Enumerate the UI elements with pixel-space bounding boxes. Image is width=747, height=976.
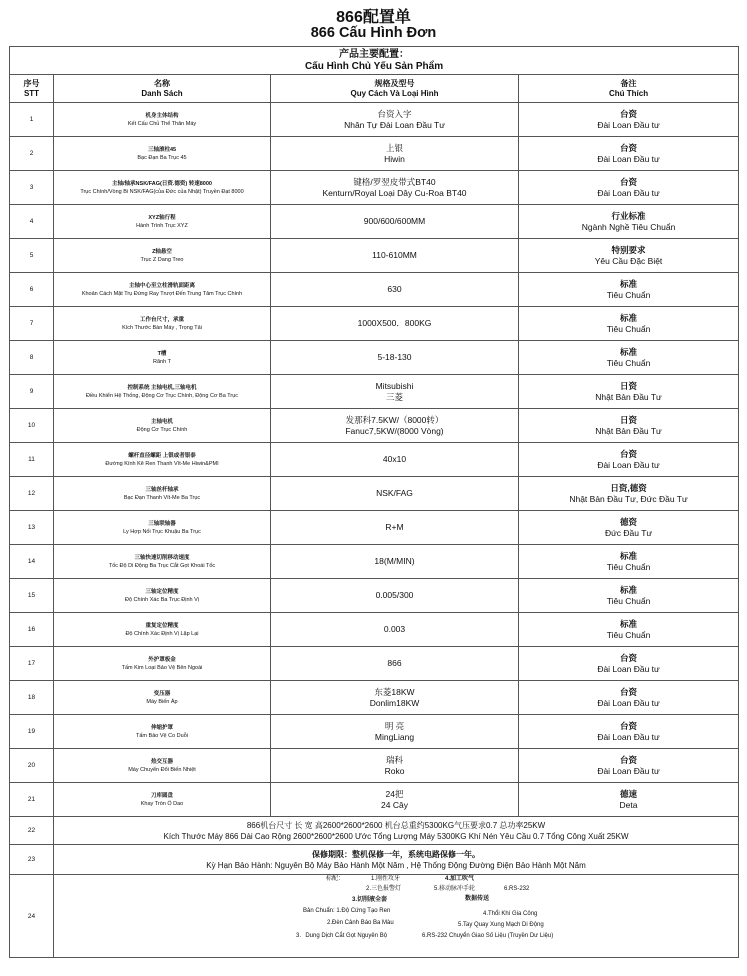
row-spec-cn: 0.003 [383, 624, 406, 634]
row-spec-cn: 24把 [385, 788, 404, 799]
row-name-cn: 三轴联轴器 [148, 520, 176, 527]
table-row [10, 715, 739, 749]
row-name-cn: 刀库圆盘 [150, 792, 173, 799]
row-spec [271, 239, 519, 273]
row-note-cn: 台资 [620, 108, 638, 119]
table-row [10, 273, 739, 307]
row-stt: 9 [10, 375, 54, 409]
row-stt: 5 [10, 239, 54, 273]
row-spec [271, 579, 519, 613]
row-spec [271, 647, 519, 681]
row-spec-cn: 110-610MM [372, 250, 417, 260]
row-stt: 19 [10, 715, 54, 749]
row-note-cn: 台资 [620, 176, 638, 187]
row-spec-vn: Fanuc7,5KW/(8000 Vòng) [345, 425, 444, 436]
config-table [9, 46, 739, 958]
row-spec [271, 783, 519, 817]
row-name [54, 171, 271, 205]
row-name-vn: Tấm Kim Loại Bảo Vệ Bên Ngoài [121, 664, 203, 671]
row-stt: 3 [10, 171, 54, 205]
row-note-vn: Đài Loan Đầu tư [597, 731, 660, 742]
table-row [10, 375, 739, 409]
table-row [10, 681, 739, 715]
row-name-vn: Tấm Bảo Vệ Co Duỗi [136, 732, 188, 739]
row-name-vn: Độ Chính Xác Định Vị Lặp Lại [125, 630, 199, 637]
row-name [54, 647, 271, 681]
std-item-3-cn: 3.切削液全套 [352, 897, 388, 903]
row-spec [271, 103, 519, 137]
row-note [519, 273, 739, 307]
row-spec [271, 341, 519, 375]
row-note-cn: 标准 [620, 346, 638, 357]
row-spec [271, 477, 519, 511]
row-name [54, 341, 271, 375]
row-spec-vn: Nhân Tự Đài Loan Đầu Tư [344, 119, 445, 130]
row-name-vn: Kết Cấu Chủ Thể Thân Máy [127, 120, 197, 127]
row-stt: 16 [10, 613, 54, 647]
row-note [519, 477, 739, 511]
table-row [10, 409, 739, 443]
col-header-name [54, 75, 271, 103]
row-note-cn: 台资 [620, 686, 638, 697]
row-stt: 20 [10, 749, 54, 783]
std-item-6-desc-cn: 数据传送 [465, 896, 490, 902]
row-note [519, 205, 739, 239]
row-stt: 14 [10, 545, 54, 579]
table-row [10, 545, 739, 579]
table-row [10, 341, 739, 375]
row-note-vn: Đài Loan Đầu tư [597, 765, 660, 776]
row-spec-cn: R+M [385, 522, 404, 532]
row-stt: 6 [10, 273, 54, 307]
std-item-6-cn: 6.RS-232 [504, 886, 530, 892]
row-name-cn: 主轴中心至立柱滑轨面距离 [128, 282, 195, 289]
row-name [54, 715, 271, 749]
row-name-vn: Độ Chính Xác Ba Trục Định Vị [125, 596, 199, 603]
table-row [10, 103, 739, 137]
row-name-vn: Bạc Đạn Thanh Vít-Me Ba Trục [123, 494, 201, 501]
row-name-vn: Khay Tròn Ổ Dao [140, 800, 184, 807]
row-name-vn: Bạc Đạn Ba Trục 45 [137, 154, 187, 161]
row-spec-cn: 5-18-130 [377, 352, 412, 362]
row-spec-vn: Kenturn/Royal Loại Dây Cu-Roa BT40 [322, 187, 467, 198]
row-stt: 15 [10, 579, 54, 613]
row-name [54, 681, 271, 715]
row-spec [271, 409, 519, 443]
row-name [54, 783, 271, 817]
row-name [54, 409, 271, 443]
row-spec-cn: 明 亮 [384, 720, 405, 731]
row-note-vn: Deta [619, 799, 638, 810]
row-stt: 23 [10, 845, 54, 875]
row-name-cn: 主轴电机 [150, 418, 173, 425]
row-note-vn: Đài Loan Đầu tư [597, 459, 660, 470]
row-note-vn: Tiêu Chuẩn [606, 629, 651, 640]
row-spec-cn: 900/600/600MM [363, 216, 426, 226]
table-row [10, 749, 739, 783]
table-row [10, 443, 739, 477]
row-spec-cn: 1000X500．800KG [357, 318, 432, 328]
std-item-2-vn: 2.Đèn Cảnh Báo Ba Màu [327, 920, 394, 926]
row-spec-cn: Mitsubishi [375, 380, 414, 391]
row-spec-vn: Hiwin [384, 153, 405, 164]
table-row [10, 783, 739, 817]
row-name-cn: 伸缩护罩 [150, 724, 173, 731]
row-stt: 4 [10, 205, 54, 239]
row-note-cn: 标准 [620, 584, 638, 595]
std-label-vn: Bản Chuẩn: 1.Độ Cứng Tạo Ren [303, 908, 391, 914]
std-label-cn: 标配： [326, 876, 345, 882]
row-spec [271, 613, 519, 647]
row-spec-vn: MingLiang [374, 731, 415, 742]
row-note [519, 545, 739, 579]
row-stt: 13 [10, 511, 54, 545]
row-name-vn: Ly Hợp Nối Trục Khuậu Ba Trục [123, 528, 201, 535]
std-item-4-vn: 4.Thổi Khí Gia Công [483, 911, 538, 917]
std-item-6-vn: 6.RS-232 Chuyển Giao Số Liệu (Truyền Dư Liệu) [422, 933, 554, 939]
row-note [519, 579, 739, 613]
row-spec-vn: Roko [384, 765, 405, 776]
row-stt: 10 [10, 409, 54, 443]
row-note-cn: 台资 [620, 754, 638, 765]
row-note-cn: 台资 [620, 720, 638, 731]
row-spec [271, 749, 519, 783]
row-name-vn: Khoản Cách Mặt Trụ Đứng Ray Trượt Đến Trung Tâm Trục Chính [81, 290, 243, 297]
row-note [519, 647, 739, 681]
main-header-cell [10, 47, 739, 75]
row-name-cn: T槽 [157, 350, 167, 357]
row-spec [271, 137, 519, 171]
row-stt: 2 [10, 137, 54, 171]
row-name-cn: 三轴丝杆轴承 [145, 486, 179, 493]
col-header-name-vn: Danh Sách [141, 88, 183, 98]
row-spec [271, 307, 519, 341]
row-name-vn: Đường Kính Kẽ Ren Thanh Vít-Me Hiwin&PMI [105, 460, 219, 467]
row-note [519, 307, 739, 341]
row-name-cn: 工作台尺寸，承重 [139, 316, 184, 323]
row-note-cn: 特别要求 [611, 244, 646, 255]
row-name-cn: XYZ轴行程 [148, 214, 176, 221]
row-name-vn: Động Cơ Trục Chính [136, 426, 188, 433]
row-note-cn: 日资 [620, 414, 638, 425]
col-header-stt [10, 75, 54, 103]
table-row [10, 137, 739, 171]
row-stt: 18 [10, 681, 54, 715]
warranty-vn: Kỳ Hạn Bảo Hành: Nguyên Bộ Máy Bảo Hành Một Năm , Hệ Thống Động Đường Điện Bảo Hành Một Năm [206, 860, 586, 870]
table-row [10, 307, 739, 341]
table-row [10, 579, 739, 613]
row-note-cn: 标准 [620, 278, 638, 289]
row-spec-cn: 台资入字 [377, 108, 412, 119]
row-spec [271, 273, 519, 307]
row-name-cn: 重复定位精度 [145, 622, 179, 629]
row-note [519, 681, 739, 715]
row-name-cn: 热交互器 [150, 758, 173, 765]
row-note [519, 137, 739, 171]
row-name [54, 749, 271, 783]
col-header-note-cn: 备注 [620, 78, 637, 88]
row-note-vn: Tiêu Chuẩn [606, 289, 651, 300]
row-note-cn: 标准 [620, 312, 638, 323]
row-name [54, 307, 271, 341]
row-note [519, 443, 739, 477]
table-row-standard-equipment [10, 875, 739, 958]
row-spec [271, 681, 519, 715]
row-name [54, 511, 271, 545]
row-note-vn: Nhật Bản Đầu Tư [595, 391, 662, 402]
row-spec [271, 511, 519, 545]
row-spec-cn: NSK/FAG [376, 488, 413, 498]
row-name-cn: 外护罩板金 [148, 656, 176, 663]
row-spec [271, 545, 519, 579]
table-row [10, 647, 739, 681]
row-stt: 7 [10, 307, 54, 341]
standard-equipment-cell [54, 875, 739, 958]
row-name-vn: Điều Khiển Hệ Thống, Động Cơ Trục Chính, Động Cơ Ba Trục [85, 392, 239, 399]
row-note-cn: 台资 [620, 652, 638, 663]
row-spec-cn: 866 [387, 658, 402, 668]
table-row-summary [10, 817, 739, 845]
row-name [54, 375, 271, 409]
row-note [519, 341, 739, 375]
col-header-name-cn: 名称 [154, 78, 170, 88]
row-spec-cn: 上银 [385, 142, 403, 153]
row-spec-cn: 东菱18KW [374, 686, 415, 697]
row-name [54, 205, 271, 239]
row-spec-cn: 40x10 [382, 454, 407, 464]
row-name [54, 545, 271, 579]
table-row [10, 477, 739, 511]
col-header-spec [271, 75, 519, 103]
row-note-cn: 行业标准 [611, 210, 646, 221]
row-note [519, 783, 739, 817]
row-note-vn: Đài Loan Đầu tư [597, 119, 660, 130]
std-item-5-vn: 5.Tay Quay Xung Mạch Di Động [458, 922, 544, 928]
row-stt: 17 [10, 647, 54, 681]
row-note-vn: Tiêu Chuẩn [606, 357, 651, 368]
table-row [10, 511, 739, 545]
table-row [10, 171, 739, 205]
row-name [54, 477, 271, 511]
std-item-4-cn: 4.加工吹气 [445, 876, 475, 882]
row-note [519, 375, 739, 409]
row-note-cn: 日资 [620, 380, 638, 391]
row-spec [271, 443, 519, 477]
row-spec-cn: 键格/罗翌皮带式BT40 [353, 176, 436, 187]
row-note-vn: Ngành Nghề Tiêu Chuẩn [581, 221, 676, 232]
row-stt: 12 [10, 477, 54, 511]
row-spec-vn: 三菱 [385, 391, 403, 402]
row-note-cn: 德速 [620, 788, 638, 799]
warranty-cell [54, 845, 739, 875]
row-note-vn: Yêu Cầu Đặc Biệt [594, 255, 663, 266]
row-note-cn: 德资 [620, 516, 638, 527]
row-name [54, 273, 271, 307]
row-name-cn: 三轴滚柱45 [147, 146, 177, 153]
document-title-cn: 866配置单 [336, 9, 411, 26]
row-name-vn: Hành Trình Trục XYZ [136, 222, 188, 229]
col-header-spec-vn: Quy Cách Và Loại Hình [350, 88, 439, 98]
row-spec [271, 205, 519, 239]
row-note-cn: 标准 [620, 618, 638, 629]
table-row [10, 613, 739, 647]
row-note [519, 511, 739, 545]
row-name-vn: Máy Chuyển Đổi Biến Nhiệt [128, 766, 196, 773]
row-stt: 1 [10, 103, 54, 137]
row-note-cn: 日资,德资 [610, 482, 647, 493]
document-title-vn: 866 Cấu Hình Đơn [310, 25, 437, 41]
main-header-cn: 产品主要配置： [339, 48, 410, 60]
row-name-cn: 三轴定位精度 [145, 588, 179, 595]
row-spec-vn: 24 Cây [381, 799, 408, 810]
row-note [519, 409, 739, 443]
machine-size-vn: Kích Thước Máy 866 Dài Cao Rộng 2600*2600*2600 Ước Tổng Lượng Máy 5300KG Khí Nén Yêu Cầu 0.7 Tổng Công Xuất 25KW [163, 831, 629, 841]
std-item-3-vn: 3．Dung Dịch Cắt Gọt Nguyên Bộ [296, 933, 388, 939]
machine-size-cell [54, 817, 739, 845]
row-note-vn: Đức Đầu Tư [604, 527, 653, 538]
row-note-vn: Đài Loan Đầu tư [597, 187, 660, 198]
table-main-header [10, 47, 739, 75]
row-note [519, 715, 739, 749]
col-header-stt-cn: 序号 [23, 78, 40, 88]
row-name-vn: Tốc Độ Di Động Ba Trục Cắt Gọt Khoái Tốc [108, 562, 216, 569]
row-spec-cn: 630 [387, 284, 402, 294]
row-stt: 8 [10, 341, 54, 375]
table-row [10, 205, 739, 239]
row-note-vn: Đài Loan Đầu tư [597, 697, 660, 708]
row-note-vn: Tiêu Chuẩn [606, 595, 651, 606]
row-spec [271, 375, 519, 409]
row-stt: 11 [10, 443, 54, 477]
row-name-cn: 螺杆直径螺距 上银或者银泰 [128, 452, 196, 459]
row-name-vn: Rãnh T [153, 358, 171, 365]
row-name-cn: 三轴快速切削移动速度 [134, 554, 190, 561]
row-note [519, 171, 739, 205]
standard-equipment-block [56, 875, 736, 957]
row-stt: 22 [10, 817, 54, 845]
row-note-cn: 台资 [620, 448, 638, 459]
row-name-cn: 机身主体结构 [145, 112, 179, 119]
row-spec [271, 171, 519, 205]
row-name [54, 239, 271, 273]
row-note-cn: 台资 [620, 142, 638, 153]
row-note-cn: 标准 [620, 550, 638, 561]
row-name-cn: 变压器 [153, 690, 171, 697]
row-stt: 21 [10, 783, 54, 817]
row-spec-cn: 发那科7.5KW/（8000转） [345, 414, 444, 425]
row-spec-cn: 瑞科 [385, 754, 403, 765]
machine-size-cn: 866机台尺寸 长 宽 高2600*2600*2600 机台总重约5300KG气压要求0.7 总功率25KW [246, 820, 546, 830]
row-name [54, 579, 271, 613]
row-stt: 24 [10, 875, 54, 958]
row-spec-vn: Donlim18KW [369, 697, 420, 708]
row-name-vn: Máy Biến Áp [146, 698, 178, 705]
row-note-vn: Tiêu Chuẩn [606, 323, 651, 334]
row-name-vn: Trục Chính/Vòng Bi NSK/FAG(của Đức của Nhật) Truyền Đạt 8000 [80, 188, 244, 195]
row-name [54, 443, 271, 477]
table-row [10, 239, 739, 273]
col-header-spec-cn: 规格及型号 [374, 78, 415, 88]
std-item-2-cn: 2.三色报警灯 [366, 886, 402, 892]
row-name-cn: 主轴/轴承NSK/FAG(日资.德资) 转速8000 [112, 180, 212, 187]
row-note [519, 103, 739, 137]
std-item-5-cn: 5.移动脉冲手轮 [434, 886, 476, 892]
row-name [54, 137, 271, 171]
row-note [519, 239, 739, 273]
warranty-cn: 保修期限：整机保修一年，系统电路保修一年。 [312, 849, 481, 859]
row-note [519, 749, 739, 783]
row-name-vn: Trục Z Dang Treo [140, 256, 184, 263]
row-name-vn: Kích Thước Bàn Máy , Trọng Tải [122, 324, 202, 331]
row-name [54, 103, 271, 137]
row-name-cn: 控制系统 主轴电机,三轴电机 [127, 384, 197, 391]
row-name-cn: Z轴悬空 [152, 248, 172, 255]
main-header-vn: Cấu Hình Chủ Yếu Sản Phẩm [304, 60, 444, 72]
row-spec-cn: 0.005/300 [375, 590, 414, 600]
col-header-note-vn: Chú Thích [608, 88, 649, 98]
table-column-header [10, 75, 739, 103]
row-note-vn: Đài Loan Đầu tư [597, 663, 660, 674]
row-note [519, 613, 739, 647]
row-note-vn: Nhật Bản Đầu Tư [595, 425, 662, 436]
row-note-vn: Nhật Bản Đầu Tư, Đức Đầu Tư [569, 493, 688, 504]
row-name [54, 613, 271, 647]
std-item-1-cn: 1.刚性攻牙 [371, 876, 401, 882]
row-note-vn: Tiêu Chuẩn [606, 561, 651, 572]
table-row-warranty [10, 845, 739, 875]
row-spec [271, 715, 519, 749]
row-note-vn: Đài Loan Đầu tư [597, 153, 660, 164]
col-header-stt-vn: STT [23, 88, 40, 98]
col-header-note [519, 75, 739, 103]
row-spec-cn: 18(M/MIN) [374, 556, 415, 566]
